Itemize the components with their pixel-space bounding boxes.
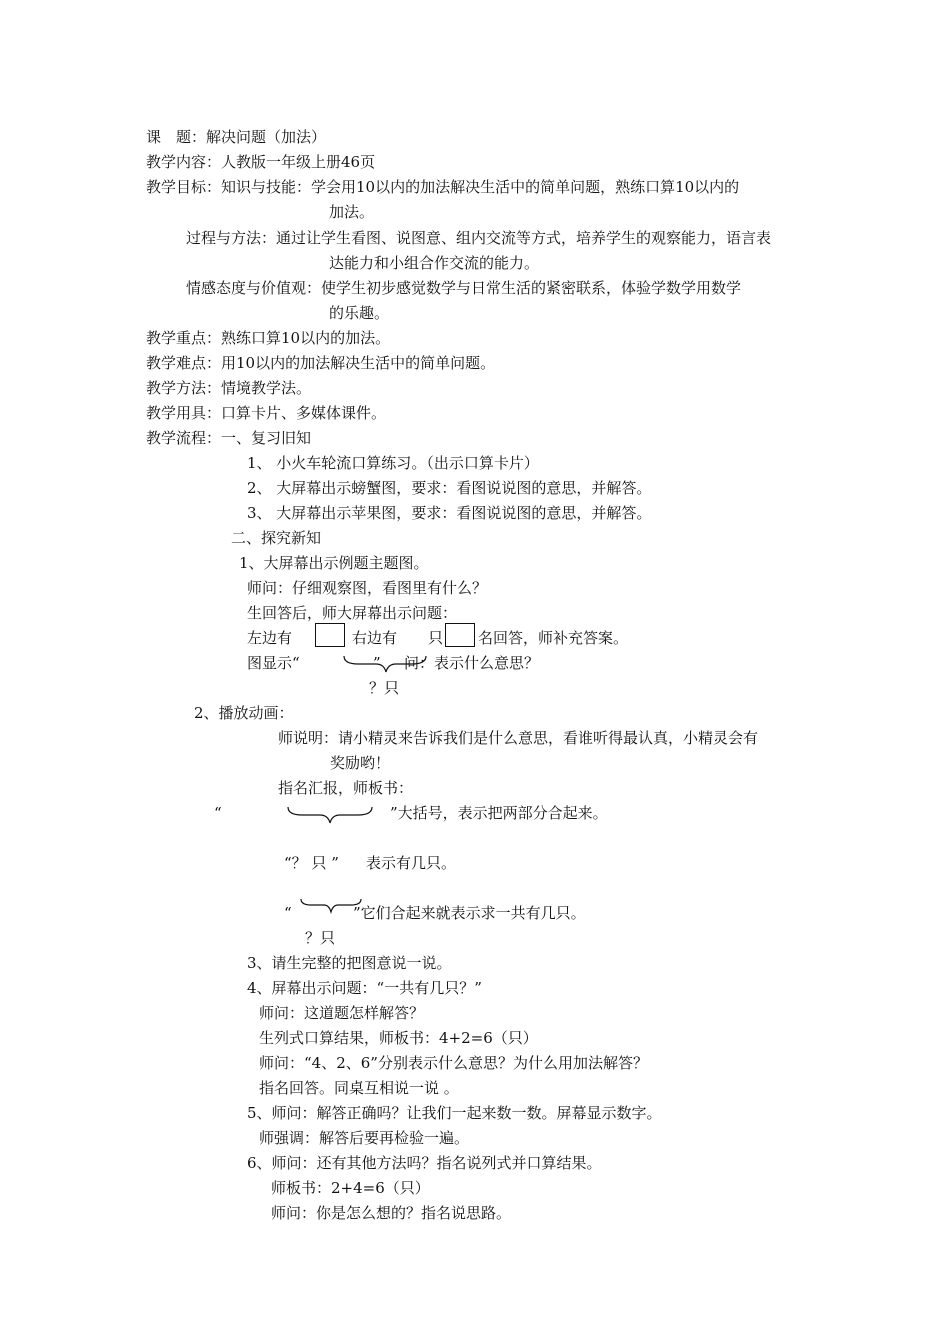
new-item-1-answer: 生回答后，师大屏幕出示问题： (247, 604, 458, 622)
step-6-board: 师板书：2+4=6（只） (271, 1179, 430, 1197)
show-prefix-text: 图显示“ (247, 654, 300, 672)
question-zhi-2: ？只 (305, 929, 336, 947)
topic-line: 课 题：解决问题（加法） (146, 128, 327, 146)
right-has-label: 右边有 (352, 629, 398, 647)
step-5-line: 5、师问：解答正确吗？让我们一起来数一数。屏幕显示数字。 (247, 1104, 662, 1122)
left-has-label: 左边有 (247, 629, 293, 647)
step-5-emphasis: 师强调：解答后要再检验一遍。 (259, 1129, 470, 1147)
show-quote-end: ” (373, 654, 381, 672)
step-4-answer-2: 指名回答。同桌互相说一说 。 (259, 1079, 459, 1097)
combine-meaning-text: ”它们合起来就表示求一共有几只。 (353, 904, 586, 922)
animation-heading: 2、播放动画： (194, 704, 294, 722)
goal-emotion-line: 情感态度与价值观：使学生初步感觉数学与日常生活的紧密联系，体验学数学用数学 (186, 279, 742, 297)
review-item-2: 2、 大屏幕出示螃蟹图，要求：看图说说图的意思，并解答。 (247, 479, 652, 497)
board-intro-line: 指名汇报，师板书： (278, 779, 414, 797)
goal-emotion-continued: 的乐趣。 (329, 304, 390, 322)
review-item-1: 1、 小火车轮流口算练习。（出示口算卡片） (247, 454, 539, 472)
review-item-3: 3、 大屏幕出示苹果图，要求：看图说说图的意思，并解答。 (247, 504, 652, 522)
brace-meaning-text: ”大括号，表示把两部分合起来。 (390, 804, 608, 822)
step-6-line: 6、师问：还有其他方法吗？指名说列式并口算结果。 (247, 1154, 602, 1172)
right-count-box (445, 623, 475, 647)
teacher-explain-continued: 奖励哟！ (330, 754, 391, 772)
step-6-question: 师问：你是怎么想的？指名说思路。 (271, 1204, 512, 1222)
step-4-question: 师问：这道题怎样解答？ (259, 1004, 425, 1022)
goal-knowledge-continued: 加法。 (329, 203, 375, 221)
new-item-1: 1、大屏幕出示例题主题图。 (239, 554, 429, 572)
unit-zhi-label: 只 (428, 629, 444, 647)
difficulty-line: 教学难点：用10以内的加法解决生活中的简单问题。 (146, 354, 496, 372)
question-zhi-1: ？只 (369, 679, 400, 697)
flow-heading: 教学流程：一、复习旧知 (146, 429, 312, 447)
section-2-heading: 二、探究新知 (231, 529, 322, 547)
question-zhi-meaning: 表示有几只。 (366, 854, 457, 872)
show-question-text: 问：表示什么意思？ (404, 654, 540, 672)
brace-2 (284, 804, 376, 828)
goal-knowledge-line: 教学目标：知识与技能：学会用10以内的加法解决生活中的简单问题，熟练口算10以内的 (146, 178, 740, 196)
goal-process-continued: 达能力和小组合作交流的能力。 (329, 254, 540, 272)
step-3-line: 3、请生完整的把图意说一说。 (247, 954, 452, 972)
method-line: 教学方法：情境教学法。 (146, 379, 312, 397)
left-count-box (315, 623, 345, 647)
step-4-line: 4、屏幕出示问题：“一共有几只？” (247, 979, 482, 997)
brace-quote-open: “ (214, 804, 222, 822)
tools-line: 教学用具：口算卡片、多媒体课件。 (146, 404, 387, 422)
teacher-explain-line: 师说明：请小精灵来告诉我们是什么意思，看谁听得最认真，小精灵会有 (278, 729, 759, 747)
answer-rest-text: 名回答，师补充答案。 (478, 629, 629, 647)
combine-quote-open: “ (284, 904, 292, 922)
goal-process-line: 过程与方法：通过让学生看图、说图意、组内交流等方式，培养学生的观察能力，语言表 (186, 229, 772, 247)
new-item-1-question: 师问：仔细观察图，看图里有什么？ (247, 579, 488, 597)
step-4-answer: 生列式口算结果，师板书：4+2=6（只） (259, 1029, 538, 1047)
step-4-question-2: 师问：“4、2、6”分别表示什么意思？为什么用加法解答？ (259, 1054, 648, 1072)
content-line: 教学内容：人教版一年级上册46页 (146, 153, 376, 171)
question-zhi-quote: “？ 只 ” (284, 854, 339, 872)
key-point-line: 教学重点：熟练口算10以内的加法。 (146, 329, 391, 347)
